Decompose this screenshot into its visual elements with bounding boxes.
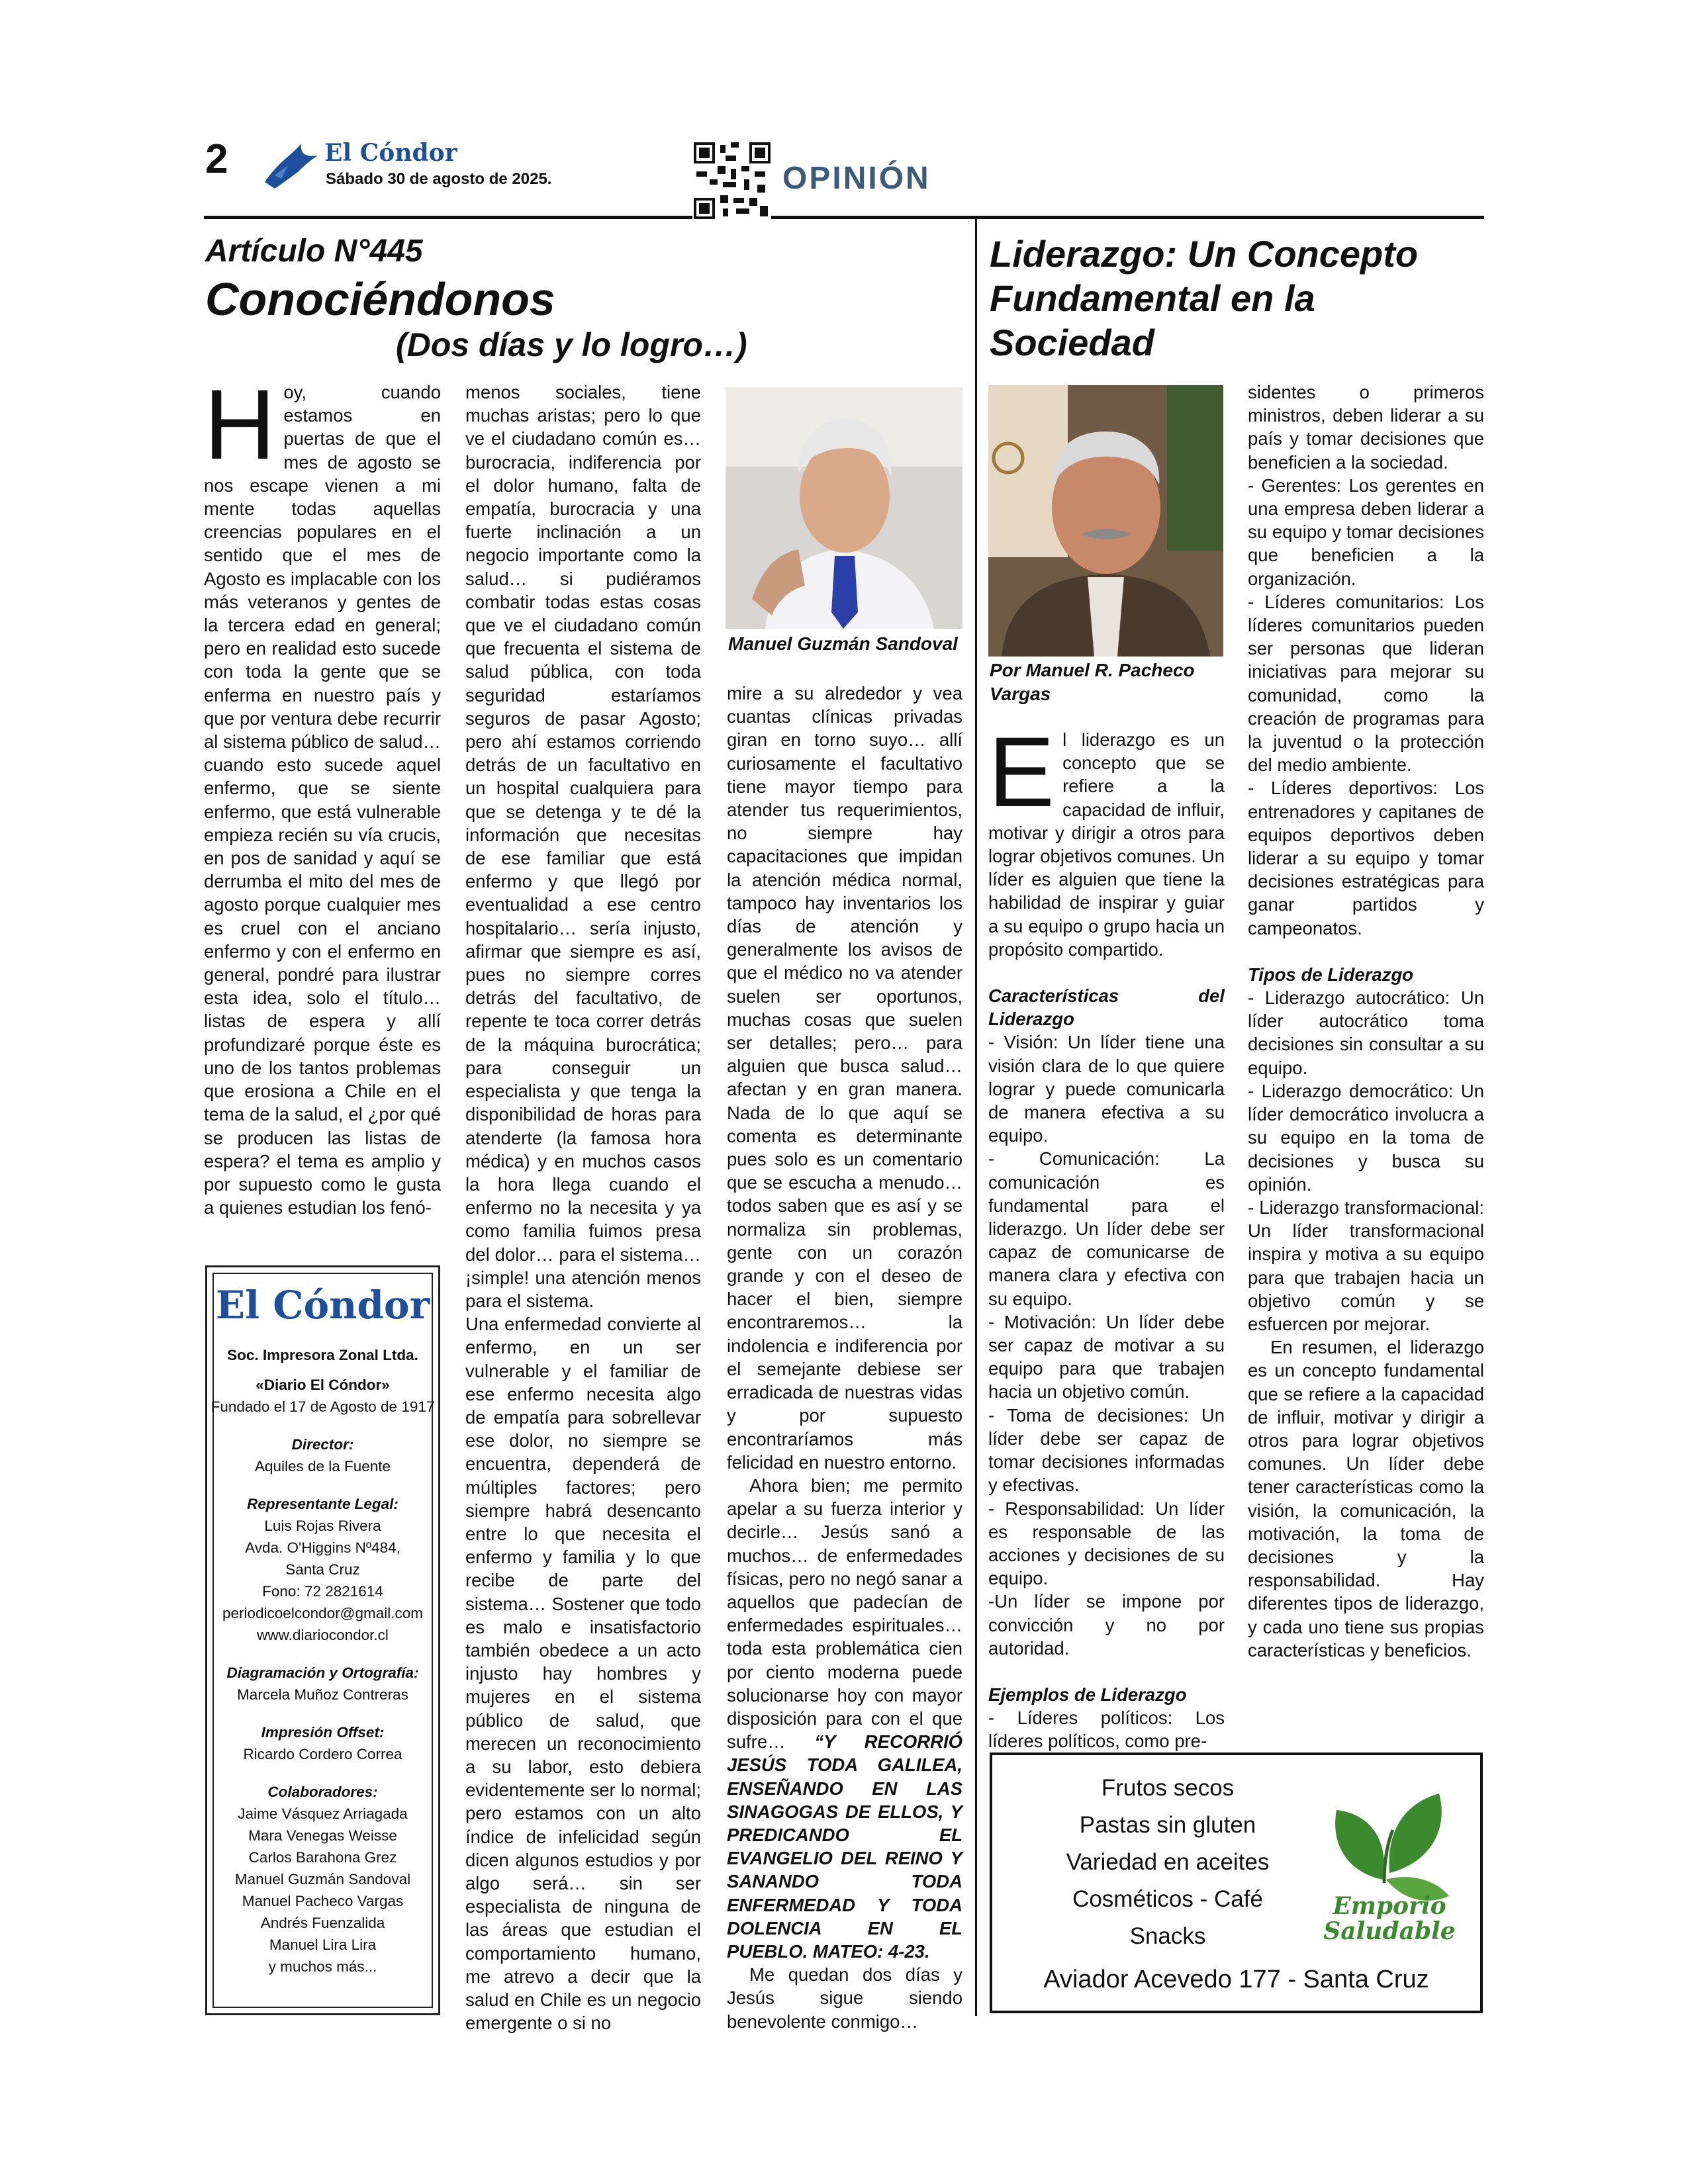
column-divider — [975, 219, 977, 2016]
masthead-phone: Fono: 72 2821614 — [262, 1583, 383, 1600]
leaf-logo-icon — [1310, 1774, 1469, 1946]
types-heading: Tipos de Liderazgo — [1248, 964, 1414, 985]
masthead-city: Santa Cruz — [285, 1561, 360, 1578]
legal-name: Luis Rojas Rivera — [264, 1518, 381, 1534]
list-item: - Liderazgo transformacional: Un líder transformacional inspira y motiva a su equipo para que trabajen hacia un objetivo común y se esfuercen por mejorar. — [1248, 1197, 1484, 1334]
list-item: sidentes o primeros ministros, deben liderar a su país y tomar decisiones que beneficien a la sociedad. — [1248, 382, 1484, 473]
photo-caption: Manuel Guzmán Sandoval — [728, 633, 958, 654]
article2-column-2 — [1248, 381, 1484, 1662]
director-label: Director: — [291, 1436, 354, 1453]
collab-label: Colaboradores: — [267, 1784, 378, 1800]
article-title: Conociéndonos — [205, 273, 555, 325]
ad-product-list — [1019, 1770, 1317, 1955]
bible-quote: “Y RECORRIÓ JESÚS TODA GALILEA, ENSEÑANDO EN LAS SINAGOGAS DE ELLOS, Y PREDICANDO EL EVANGELIO DEL REINO Y SANANDO TODA ENFERMEDAD Y TODA DOLENCIA EN EL PUEBLO. MATEO: 4-23. — [727, 1731, 962, 1962]
collaborator: Andrés Fuenzalida — [260, 1915, 385, 1931]
article1-column-1 — [204, 369, 441, 1219]
layout-name: Marcela Muñoz Contreras — [237, 1686, 408, 1703]
characteristics-heading: Características del Liderazgo — [988, 985, 1225, 1030]
director-name: Aquiles de la Fuente — [254, 1458, 391, 1475]
advertisement — [990, 1752, 1483, 2013]
article2-intro: l liderazgo es un concepto que se refiere a la capacidad de influir, motivar y dirigir a otros para lograr objetivos comunes. Un líder es alguien que tiene la habilidad de inspirar y guiar a su equipo o grupo hacia un propósito compartido. — [988, 729, 1225, 960]
list-item: - Motivación: Un líder debe ser capaz de motivar a su equipo para que trabajen hacia un objetivo común. — [988, 1311, 1225, 1402]
list-item: - Visión: Un líder tiene una visión clara de lo que quiere lograr y puede comunicarla de manera efectiva a su equipo. — [988, 1032, 1225, 1146]
masthead-content — [207, 1267, 438, 1978]
author-photo-guzman — [726, 387, 962, 629]
article-subtitle: (Dos días y lo logro…) — [396, 326, 747, 363]
article1-paragraph: Una enfermedad convierte al enfermo, en un ser vulnerable y el familiar de ese enfermo necesita algo de empatía para sobrellevar ese dolor, no siempre se encuentra, dependerá de múltiples factores; pero siempre habrá desencanto entre lo que necesita el enfermo y familia y lo que recibe de parte del sistema… Sostener que todo es malo e insatisfactorio también obedece a un acto injusto hay hombres y mujeres en el sistema público de salud, que merecen un reconocimiento a su labor, esto debiera evidentemente ser lo normal; pero estamos con un alto índice de infelicidad según dicen algunos estudios y por algo será… sin ser especialista de ninguna de las áreas que estudian el comportamiento humano, me atrevo a decir que la salud en Chile es un negocio emergente o si no — [465, 1314, 701, 2034]
header-rule-left — [204, 216, 692, 219]
qr-code-icon — [694, 142, 771, 219]
article1-column-2 — [465, 381, 701, 2034]
list-item: - Responsabilidad: Un líder es responsable de las acciones y decisiones de su equipo. — [988, 1498, 1225, 1589]
section-title: OPINIÓN — [782, 161, 931, 196]
list-item: -Un líder se impone por convicción y no por autoridad. — [988, 1591, 1225, 1659]
header-rule-right — [771, 216, 1484, 219]
ad-brand-line2: Saludable — [1323, 1917, 1456, 1945]
page-number: 2 — [205, 136, 228, 182]
ad-item: Variedad en aceites — [1066, 1849, 1270, 1875]
condor-logo-icon — [261, 136, 321, 195]
list-item: - Líderes deportivos: Los entrenadores y capitanes de equipos deportivos deben liderar a su equipo y tomar decisiones estratégicas para ganar partidos y campeonatos. — [1248, 778, 1484, 938]
ad-item: Frutos secos — [1101, 1775, 1235, 1801]
masthead-web[interactable]: www.diariocondor.cl — [257, 1627, 389, 1643]
ad-address: Aviador Acevedo 177 - Santa Cruz — [1043, 1966, 1429, 1993]
list-item: - Líderes comunitarios: Los líderes comunitarios pueden ser personas que lideran iniciativas para mejorar su comunidad, como la creación de programas para la juventud o la protección del medio ambiente. — [1248, 591, 1484, 776]
article1-paragraph: oy, cuando estamos en puertas de que el mes de agosto se nos escape vienen a mi mente todas aquellas creencias populares en el sentido que el mes de Agosto es implacable con los más veteranos y gentes de la tercera edad en general; pero en realidad esto sucede con toda la gente que se enferma en nuestro país y que por ventura debe recurrir al sistema público de salud… cuando esto sucede aquel enfermo, que se siente enfermo, que está vulnerable empieza recién su vía crucis, en pos de sanidad y aquí se derrumba el mito del mes de agosto porque cualquier mes es cruel con el anciano enfermo y con el enfermo en general, pondré para ilustrar esta idea, solo el título… listas de espera y allí profundizaré porque éste es uno de los tantos problemas que erosiona a Chile en el tema de la salud, el ¿por qué se producen las listas de espera? el tema es amplio y por supuesto como le gusta a quienes estudian los fenó- — [204, 382, 441, 1218]
collaborator: Manuel Guzmán Sandoval — [234, 1871, 411, 1888]
article2-column-1 — [988, 716, 1225, 1753]
collaborator: Manuel Pacheco Vargas — [242, 1893, 404, 1909]
article2-conclusion: En resumen, el liderazgo es un concepto fundamental que se refiere a la capacidad de influir, motivar y dirigir a otros para lograr objetivos comunes. Un líder debe tener características como la visión, la comunicación, la motivación, la toma de decisiones y la responsabilidad. Hay diferentes tipos de liderazgo, y cada uno tiene sus propias características y beneficios. — [1248, 1337, 1484, 1661]
list-item: - Liderazgo autocrático: Un líder autocrático toma decisiones sin consultar a su equipo. — [1248, 987, 1484, 1078]
article-number: Artículo N°445 — [205, 234, 423, 269]
masthead-company: Soc. Impresora Zonal Ltda. — [227, 1347, 418, 1363]
masthead-paper: «Diario El Cóndor» — [256, 1377, 390, 1393]
layout-label: Diagramación y Ortografía: — [226, 1664, 419, 1681]
ad-brand-line1: Emporio — [1333, 1892, 1446, 1920]
article2-title: Liderazgo: Un Concepto Fundamental en la Sociedad — [990, 233, 1419, 363]
article1-paragraph: Ahora bien; me permito apelar a su fuerza interior y decirle… Jesús sanó a muchos… de enfermedades físicas, pero no negó sanar a aquellos que padecían de enfermedades espirituales… toda esta problemática cien por ciento moderna puede solucionarse hoy con mayor disposición para con el que sufre… “Y RECORRIÓ JESÚS TODA GALILEA, ENSEÑANDO EN LAS SINAGOGAS DE ELLOS, Y PREDICANDO EL EVANGELIO DEL REINO Y SANANDO TODA ENFERMEDAD Y TODA DOLENCIA EN EL PUEBLO. MATEO: 4-23. — [727, 1475, 962, 1962]
list-item: - Liderazgo democrático: Un líder democrático involucra a su equipo en la toma de decisiones y busca su opinión. — [1248, 1080, 1484, 1195]
article2-byline: Por Manuel R. Pacheco Vargas — [990, 660, 1195, 704]
collaborator: y muchos más... — [268, 1958, 377, 1975]
print-name: Ricardo Cordero Correa — [243, 1746, 402, 1762]
collaborator: Carlos Barahona Grez — [248, 1849, 397, 1866]
article1-paragraph: mire a su alrededor y vea cuantas clínicas privadas giran en torno suyo… allí curiosamente el facultativo tiene mayor tiempo para atender tus requerimientos, no siempre hay capacitaciones que impidan la atención médica normal, tampoco hay inventarios los días de atención y generalmente los avisos de que el médico no va atender suelen ser oportunos, muchas cosas que suelen ser detalles; pero… para alguien que busca salud… afectan y en gran manera. Nada de lo que aquí se comenta es determinante pues solo es un comentario que se escucha a menudo… todos saben que es así y se normaliza sin problemas, gente con un corazón grande y con el deseo de hacer el bien, siempre encontraremos… la indolencia e indiferencia por el semejante debiese ser erradicada de nuestras vidas y por supuesto encontraríamos más felicidad en nuestro entorno. — [727, 683, 962, 1473]
ad-item: Pastas sin gluten — [1079, 1812, 1256, 1838]
ad-item: Snacks — [1129, 1923, 1206, 1949]
article1-paragraph: menos sociales, tiene muchas aristas; pero lo que ve el ciudadano común es… burocracia, indiferencia por el dolor humano, falta de empatía, burocracia y una fuerte inclinación a un negocio importante como la salud… si pudiéramos combatir todas estas cosas que ve el ciudadano común que frecuenta el sistema de salud pública, con toda seguridad estaríamos seguros de pasar Agosto; pero ahí estamos corriendo detrás de un facultativo en un hospital cualquiera para que se detenga y te dé la información que necesitas de ese familiar que está enfermo y que llegó por eventualidad a ese centro hospitalario… sería injusto, afirmar que siempre es así, pues no siempre corres detrás del facultativo, de repente te toca correr detrás de la máquina burocrática; para conseguir un especialista y que tenga la disponibilidad de horas para atenderte (la famosa hora médica) y en muchos casos la hora llega cuando el enfermo no la necesita y ya como familia fuimos presa del dolor… para el sistema…¡simple! una atención menos para el sistema. — [465, 382, 701, 1311]
drop-cap: E — [988, 716, 1055, 827]
list-item: - Líderes políticos: Los líderes políticos, como pre- — [988, 1707, 1225, 1752]
masthead-address: Avda. O'Higgins Nº484, — [245, 1539, 400, 1556]
issue-date: Sábado 30 de agosto de 2025. — [326, 170, 552, 188]
list-item: - Comunicación: La comunicación es fundamental para el liderazgo. Un líder debe ser capaz de comunicarse de manera clara y efectiva con su equipo. — [988, 1148, 1225, 1309]
examples-heading: Ejemplos de Liderazgo — [988, 1684, 1187, 1705]
masthead-logo: El Cóndor — [215, 1283, 430, 1328]
author-photo-pacheco — [988, 385, 1223, 657]
legal-label: Representante Legal: — [247, 1496, 399, 1512]
list-item: - Gerentes: Los gerentes en una empresa deben liderar a su equipo y tomar decisiones que beneficien a la organización. — [1248, 475, 1484, 589]
newspaper-name: El Cóndor — [324, 139, 457, 167]
list-item: - Toma de decisiones: Un líder debe ser capaz de tomar decisiones informadas y efectivas. — [988, 1404, 1225, 1496]
collaborator: Mara Venegas Weisse — [248, 1827, 397, 1844]
article1-column-3 — [727, 682, 962, 2033]
print-label: Impresión Offset: — [261, 1724, 385, 1741]
collaborator: Jaime Vásquez Arriagada — [238, 1805, 408, 1822]
masthead-founded: Fundado el 17 de Agosto de 1917 — [211, 1398, 435, 1415]
masthead-box — [205, 1265, 440, 2015]
collaborator: Manuel Lira Lira — [269, 1936, 377, 1953]
drop-cap: H — [204, 369, 276, 480]
masthead-email[interactable]: periodicoelcondor@gmail.com — [222, 1605, 423, 1621]
ad-item: Cosméticos - Café — [1072, 1886, 1263, 1912]
article1-paragraph: Me quedan dos días y Jesús sigue siendo benevolente conmigo… — [727, 1964, 962, 2032]
